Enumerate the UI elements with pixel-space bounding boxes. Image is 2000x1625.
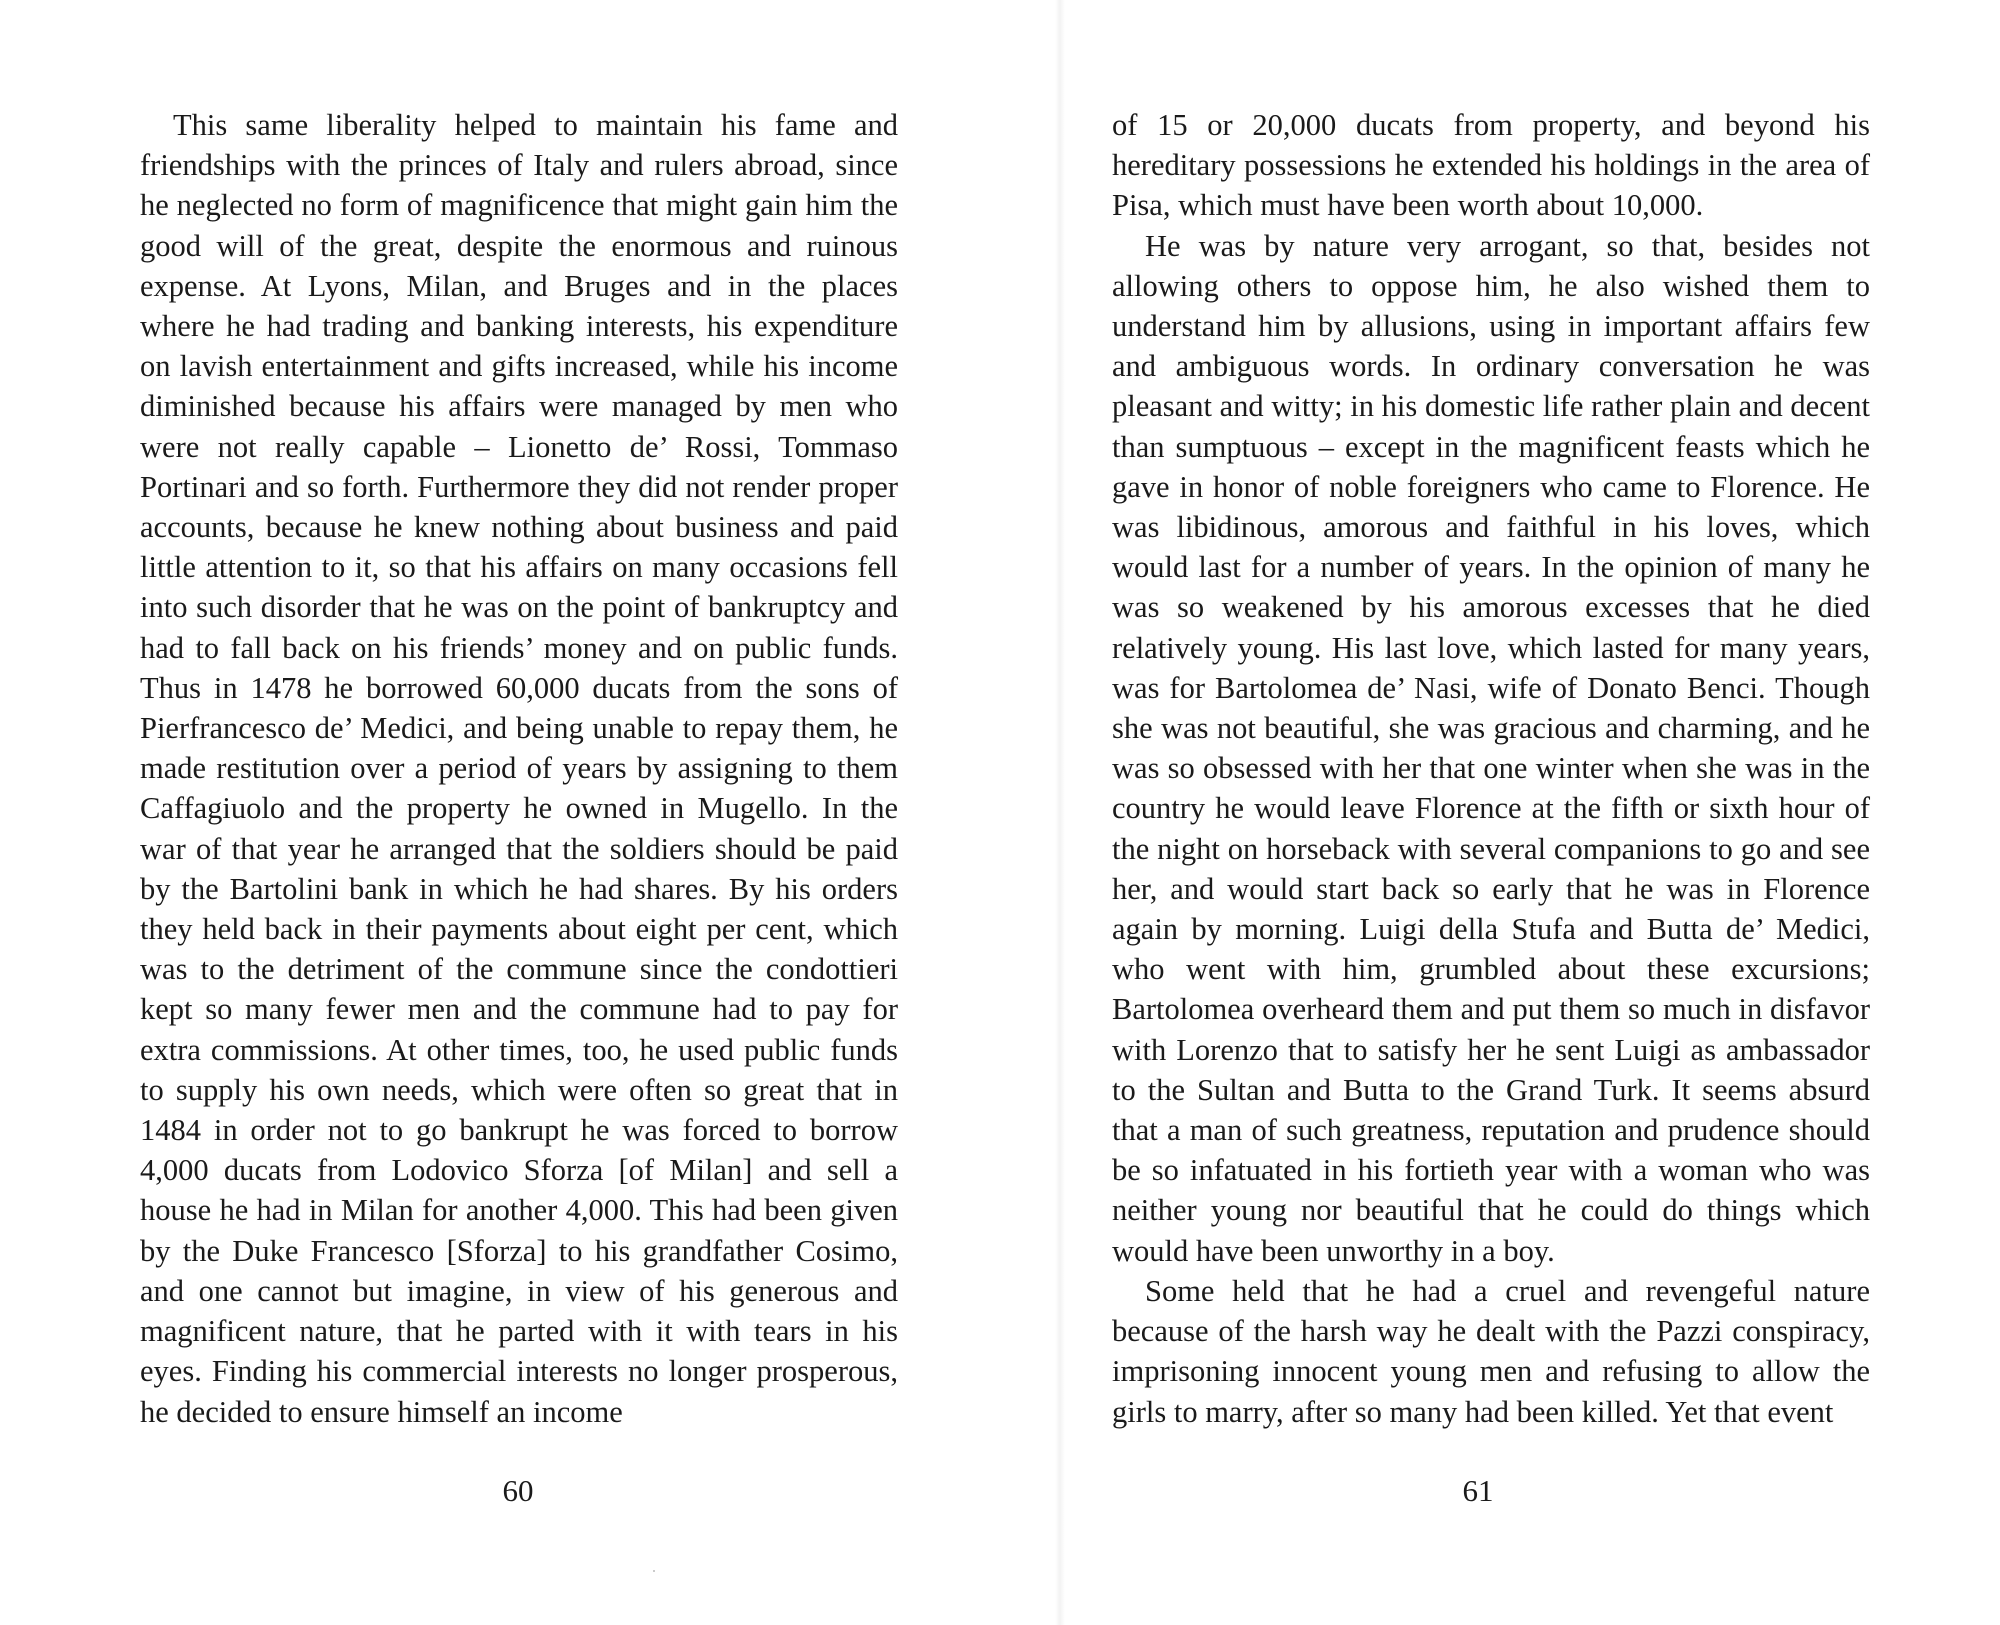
left-page: [140, 105, 898, 1432]
paper-speck: [653, 1570, 655, 1572]
right-paragraph-2: He was by nature very arrogant, so that, besides not allowing others to oppose him, he also wished them to understand him by allusions, using in important affairs few and ambiguous words. In ordinary conversation he was pleasant and witty; in his domestic life rather plain and decent than sumptuous – except in the magnificent feasts which he gave in honor of noble foreigners who came to Florence. He was libidinous, amorous and faithful in his loves, which would last for a number of years. In the opinion of many he was so weakened by his amorous excesses that he died relatively young. His last love, which lasted for many years, was for Bartolomea de’ Nasi, wife of Donato Benci. Though she was not beautiful, she was gracious and charming, and he was so obsessed with her that one winter when she was in the country he would leave Florence at the fifth or sixth hour of the night on horseback with several companions to go and see her, and would start back so early that he was in Florence again by morning. Luigi della Stufa and Butta de’ Medici, who went with him, grumbled about these excursions; Bartolomea overheard them and put them so much in disfavor with Lorenzo that to satisfy her he sent Luigi as ambassador to the Sultan and Butta to the Grand Turk. It seems absurd that a man of such greatness, reputation and prudence should be so infatuated in his fortieth year with a woman who was neither young nor beautiful that he could do things which would have been unworthy in a boy.: [1112, 228, 1870, 1268]
right-page: [1112, 105, 1870, 1432]
right-paragraph-3: Some held that he had a cruel and revengeful nature because of the harsh way he dealt with the Pazzi conspiracy, imprisoning innocent young men and refusing to allow the girls to marry, after so many had been killed. Yet that event: [1112, 1273, 1870, 1429]
right-page-text: [1112, 105, 1870, 1432]
book-gutter: [1055, 0, 1065, 1625]
left-page-text: [140, 105, 898, 1432]
right-paragraph-1: of 15 or 20,000 ducats from property, and beyond his hereditary possessions he extended his holdings in the area of Pisa, which must have been worth about 10,000.: [1112, 108, 1870, 223]
right-page-number: 61: [1462, 1473, 1494, 1508]
left-page-number: 60: [502, 1473, 534, 1508]
left-paragraph-1: This same liberality helped to maintain his fame and friendships with the princes of Italy and rulers abroad, since he neglected no form of magnificence that might gain him the good will of the great, despite the enormous and ruinous expense. At Lyons, Milan, and Bruges and in the places where he had trading and banking interests, his expenditure on lavish entertainment and gifts increased, while his income diminished because his affairs were managed by men who were not really capable – Lionetto de’ Rossi, Tommaso Portinari and so forth. Furthermore they did not render proper accounts, because he knew nothing about business and paid little attention to it, so that his affairs on many occasions fell into such disorder that he was on the point of bankruptcy and had to fall back on his friends’ money and on public funds. Thus in 1478 he borrowed 60,000 ducats from the sons of Pierfrancesco de’ Medici, and being unable to repay them, he made restitution over a period of years by assigning to them Caffagiuolo and the property he owned in Mugello. In the war of that year he arranged that the soldiers should be paid by the Bartolini bank in which he had shares. By his orders they held back in their payments about eight per cent, which was to the detriment of the commune since the condottieri kept so many fewer men and the commune had to pay for extra commissions. At other times, too, he used public funds to supply his own needs, which were often so great that in 1484 in order not to go bankrupt he was forced to borrow 4,000 ducats from Lodovico Sforza [of Milan] and sell a house he had in Milan for another 4,000. This had been given by the Duke Francesco [Sforza] to his grandfather Cosimo, and one cannot but imagine, in view of his generous and magnificent nature, that he parted with it with tears in his eyes. Finding his commercial interests no longer prosperous, he decided to ensure himself an income: [140, 108, 898, 1429]
